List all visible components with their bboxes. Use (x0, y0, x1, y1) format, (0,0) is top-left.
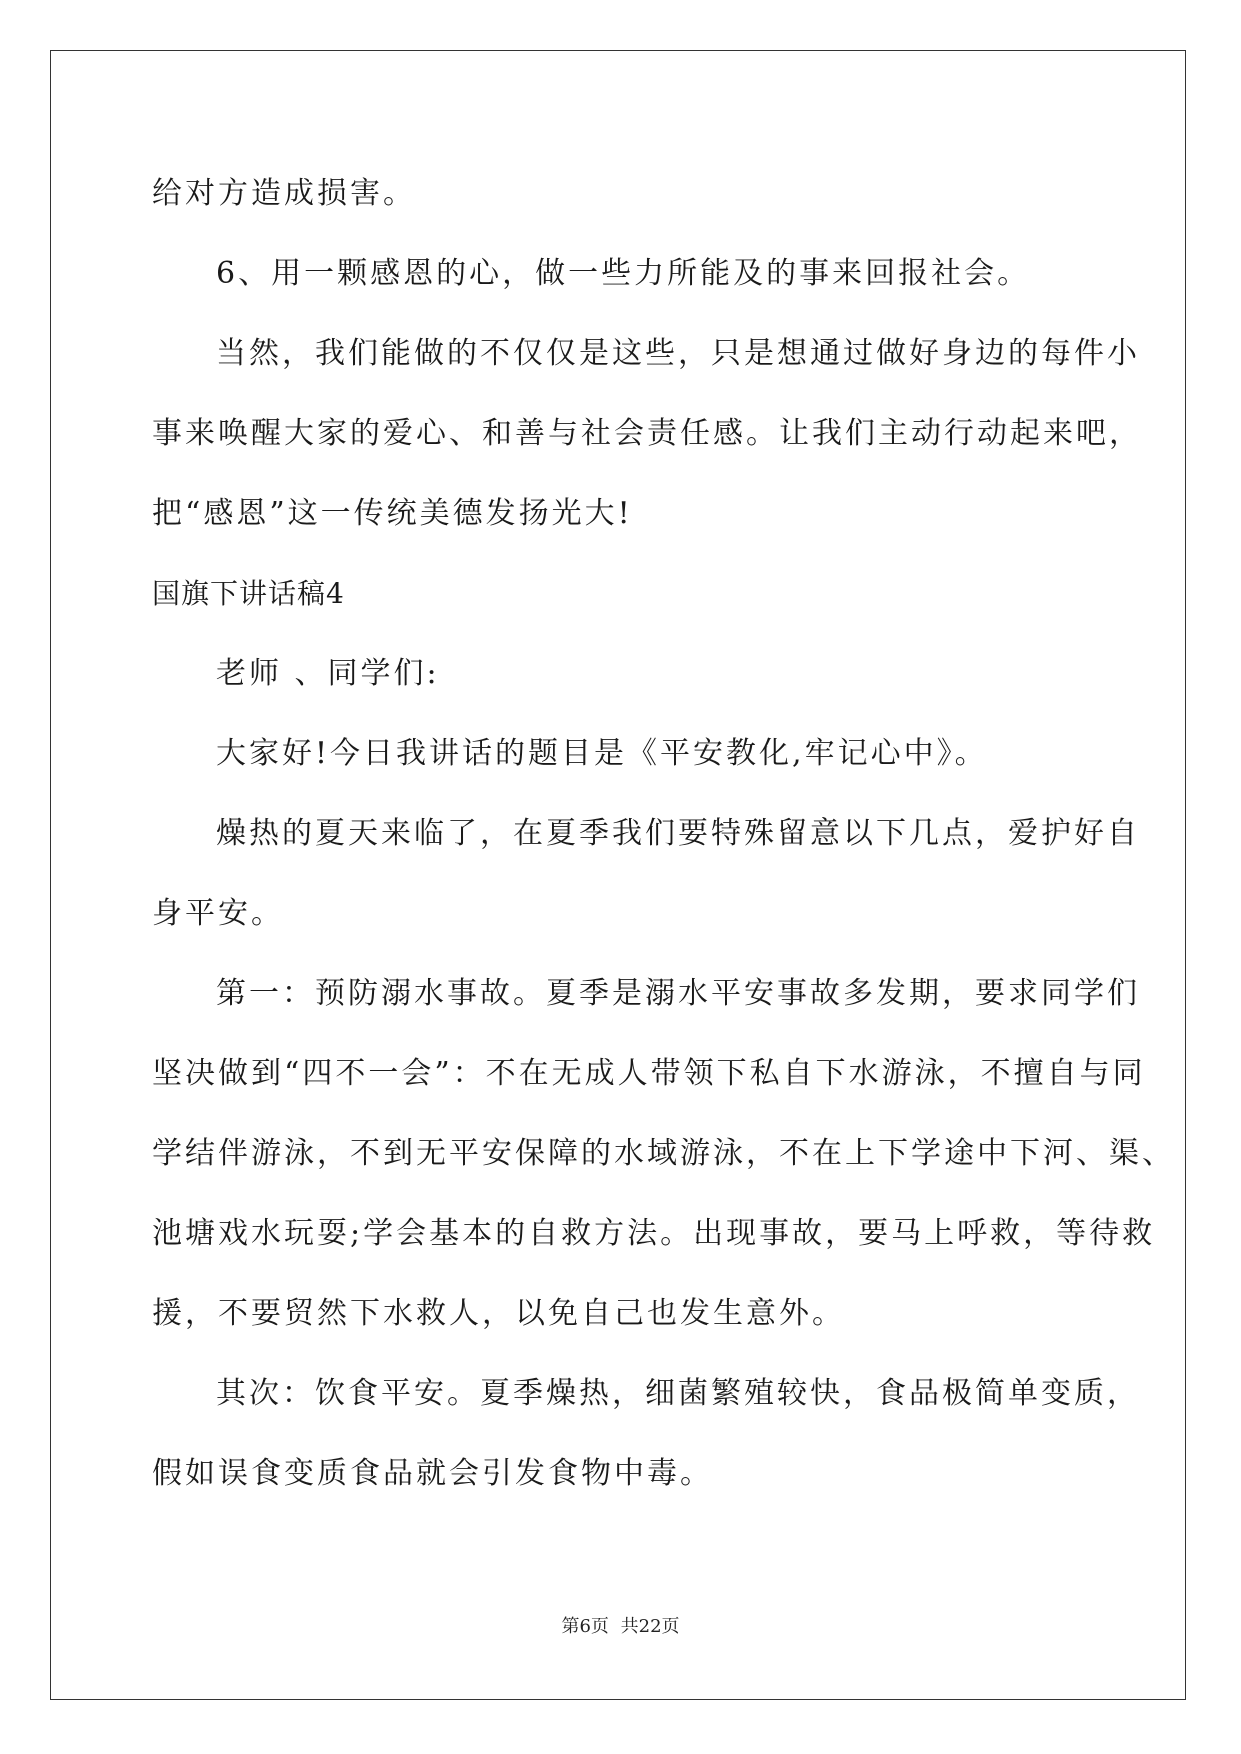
paragraph-line: 其次：饮食平安。夏季燥热，细菌繁殖较快，食品极简单变质， (216, 1376, 1140, 1411)
section-heading: 国旗下讲话稿4 (152, 577, 345, 610)
salutation-line: 老师 、同学们: (216, 656, 440, 691)
paragraph-line: 第一：预防溺水事故。夏季是溺水平安事故多发期，要求同学们 (216, 976, 1140, 1011)
paragraph-line: 燥热的夏天来临了，在夏季我们要特殊留意以下几点，爱护好自 (216, 816, 1140, 851)
page-number: 第6页 (561, 1616, 609, 1637)
paragraph-line: 身平安。 (152, 896, 284, 931)
paragraph-line: 事来唤醒大家的爱心、和善与社会责任感。让我们主动行动起来吧， (152, 416, 1142, 451)
page-footer (0, 1616, 1241, 1638)
paragraph-line: 把“感恩”这一传统美德发扬光大! (152, 496, 633, 531)
paragraph-line: 学结伴游泳，不到无平安保障的水域游泳，不在上下学途中下河、渠、 (152, 1136, 1175, 1171)
page-border (50, 50, 1186, 1700)
paragraph-line: 池塘戏水玩耍;学会基本的自救方法。出现事故，要马上呼救，等待救 (152, 1216, 1156, 1251)
paragraph-line: 假如误食变质食品就会引发食物中毒。 (152, 1456, 713, 1491)
paragraph-line: 援，不要贸然下水救人，以免自己也发生意外。 (152, 1296, 845, 1331)
page-total: 共22页 (620, 1616, 680, 1637)
paragraph-line: 6、用一颗感恩的心，做一些力所能及的事来回报社会。 (216, 256, 1031, 291)
paragraph-line: 给对方造成损害。 (152, 176, 416, 211)
paragraph-line: 坚决做到“四不一会”：不在无成人带领下私自下水游泳，不擅自与同 (152, 1056, 1146, 1091)
paragraph-line: 当然，我们能做的不仅仅是这些，只是想通过做好身边的每件小 (216, 336, 1140, 371)
paragraph-line: 大家好!今日我讲话的题目是《平安教化,牢记心中》。 (216, 736, 988, 771)
